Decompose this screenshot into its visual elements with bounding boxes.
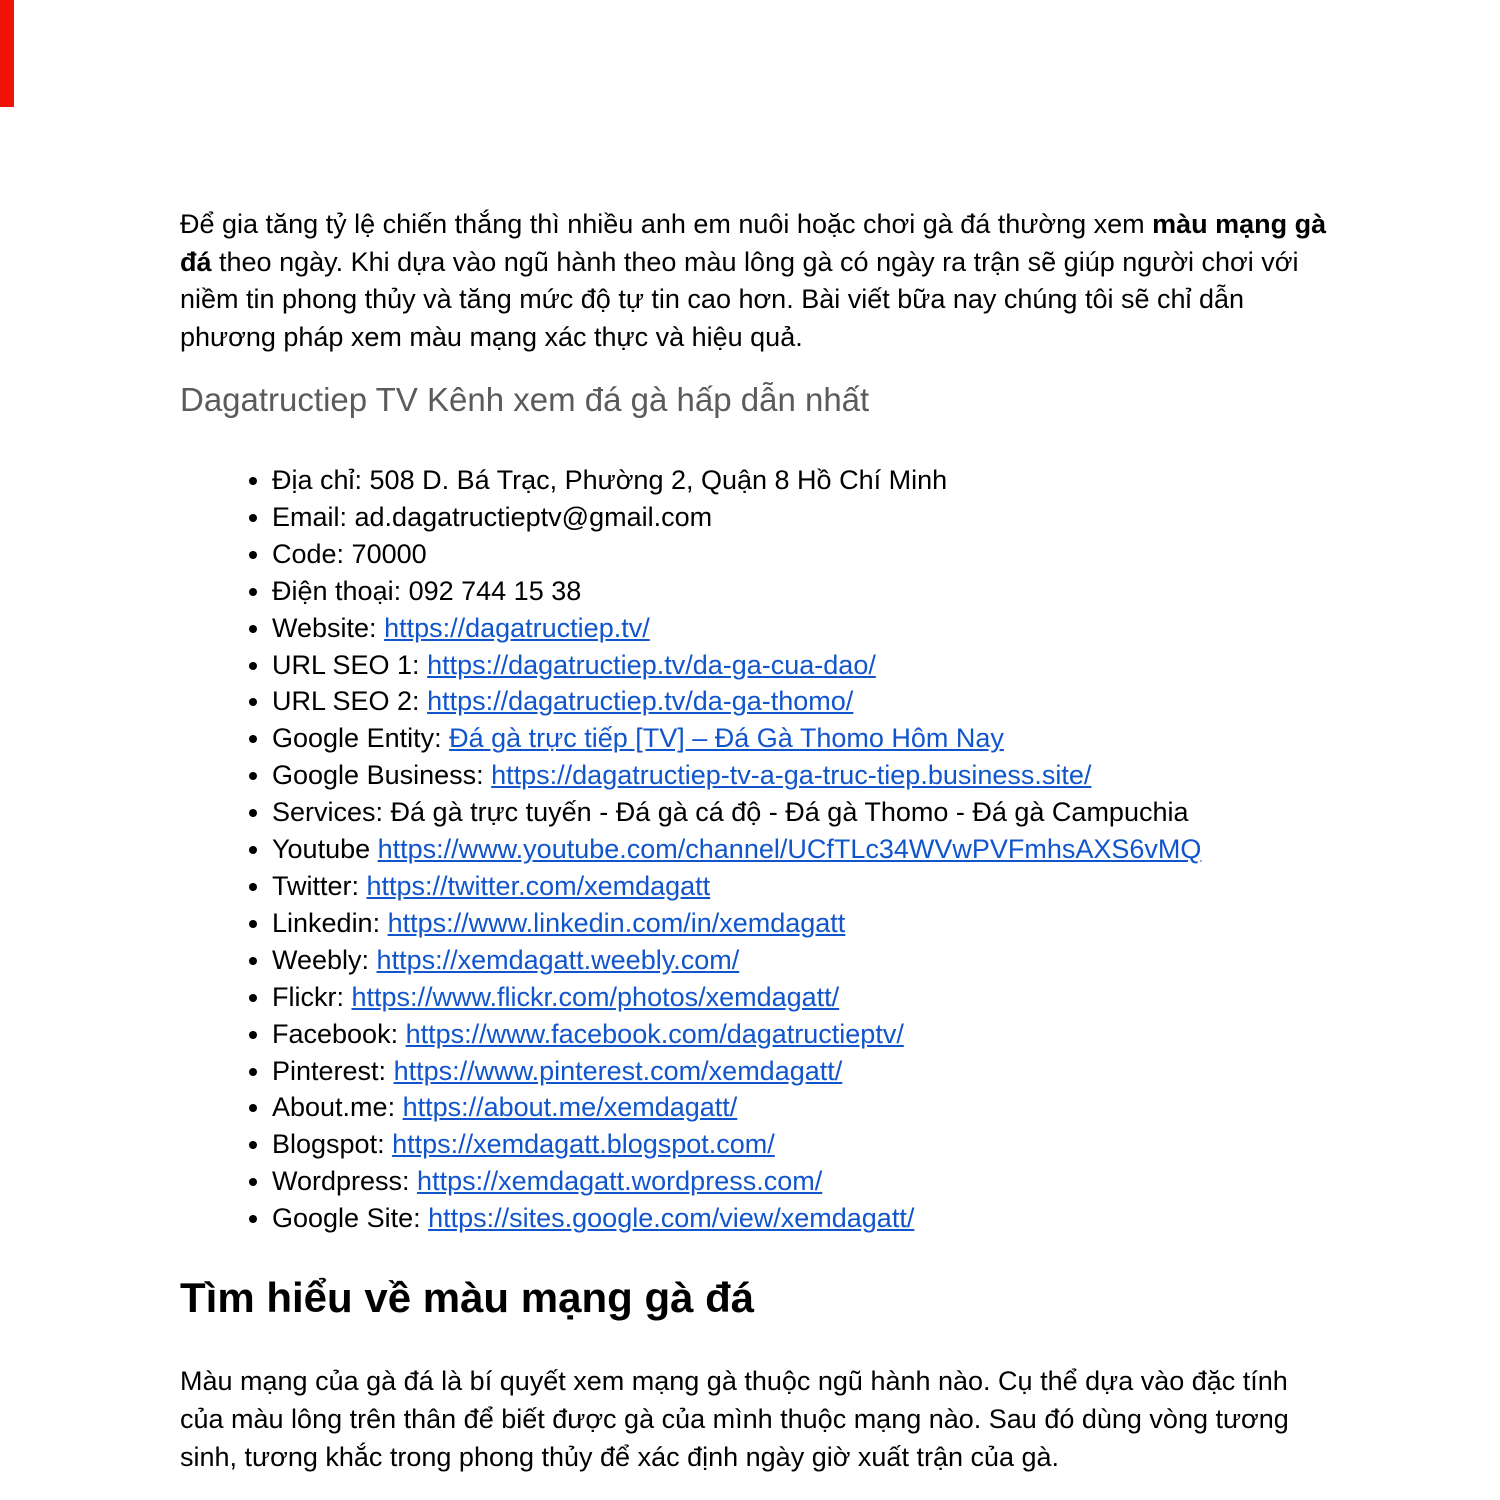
list-item-label: Flickr: <box>272 981 352 1012</box>
list-item <box>272 1089 1442 1126</box>
list-item <box>272 942 1442 979</box>
intro-text-bold: màu mạng gà đá <box>180 209 1327 277</box>
list-item-label: Website: <box>272 612 385 643</box>
list-item-label: About.me: <box>272 1092 403 1123</box>
list-item <box>272 720 1442 757</box>
list-item-label: Google Entity: <box>272 723 450 754</box>
intro-paragraph <box>180 206 1332 357</box>
contact-link[interactable]: https://www.pinterest.com/xemdagatt/ <box>393 1055 843 1086</box>
contact-link[interactable]: https://www.flickr.com/photos/xemdagatt/ <box>351 981 840 1012</box>
list-item <box>272 610 1442 647</box>
list-item <box>272 462 1442 499</box>
contact-link[interactable]: https://dagatructiep.tv/ <box>384 612 650 643</box>
list-item <box>272 868 1442 905</box>
contact-link[interactable]: Đá gà trực tiếp [TV] – Đá Gà Thomo Hôm Nay <box>449 723 1004 754</box>
contact-link[interactable]: https://www.linkedin.com/in/xemdagatt <box>387 907 846 938</box>
contact-link[interactable]: https://sites.google.com/view/xemdagatt/ <box>428 1203 915 1234</box>
list-item <box>272 757 1442 794</box>
intro-text-post: theo ngày. Khi dựa vào ngũ hành theo màu lông gà có ngày ra trận sẽ giúp người chơi với niềm tin phong thủy và tăng mức độ tự tin cao hơn. Bài viết bữa nay chúng tôi sẽ chỉ dẫn phương pháp xem màu mạng xác thực và hiệu quả. <box>180 246 1299 353</box>
list-item-label: Wordpress: <box>272 1166 418 1197</box>
list-item <box>272 905 1442 942</box>
list-item-label: Youtube <box>272 834 378 865</box>
contact-link[interactable]: https://xemdagatt.blogspot.com/ <box>392 1129 775 1160</box>
contact-link[interactable]: https://www.facebook.com/dagatructieptv/ <box>405 1018 904 1049</box>
list-item-label: Địa chỉ: 508 D. Bá Trạc, Phường 2, Quận 8 Hồ Chí Minh <box>272 465 948 495</box>
contact-link[interactable]: https://dagatructiep-tv-a-ga-truc-tiep.business.site/ <box>491 760 1092 791</box>
contact-link[interactable]: https://xemdagatt.weebly.com/ <box>376 944 740 975</box>
list-item <box>272 1163 1442 1200</box>
list-item <box>272 979 1442 1016</box>
intro-text-pre: Để gia tăng tỷ lệ chiến thắng thì nhiều anh em nuôi hoặc chơi gà đá thường xem <box>180 209 1153 239</box>
list-item <box>272 647 1442 684</box>
section-heading: Dagatructiep TV Kênh xem đá gà hấp dẫn nhất <box>180 381 870 418</box>
list-item <box>272 573 1442 610</box>
list-item-label: Weebly: <box>272 944 377 975</box>
main-heading: Tìm hiểu về màu mạng gà đá <box>180 1274 755 1321</box>
list-item <box>272 536 1442 573</box>
contact-link[interactable]: https://www.youtube.com/channel/UCfTLc34WVwPVFmhsAXS6vMQ <box>377 834 1202 865</box>
list-item-label: Twitter: <box>272 870 367 901</box>
contact-link[interactable]: https://dagatructiep.tv/da-ga-cua-dao/ <box>427 649 876 680</box>
red-marker <box>0 0 14 107</box>
contact-link[interactable]: https://about.me/xemdagatt/ <box>402 1092 738 1123</box>
list-item-label: Email: ad.dagatructieptv@gmail.com <box>272 501 713 532</box>
contact-link[interactable]: https://twitter.com/xemdagatt <box>366 870 711 901</box>
list-item <box>272 499 1442 536</box>
list-item-label: URL SEO 2: <box>272 686 428 717</box>
list-item-label: Blogspot: <box>272 1129 393 1160</box>
list-item-label: Google Site: <box>272 1203 429 1234</box>
list-item <box>272 1016 1442 1053</box>
list-item <box>272 1200 1442 1237</box>
list-item-label: Linkedin: <box>272 907 388 938</box>
body-paragraph: Màu mạng của gà đá là bí quyết xem mạng gà thuộc ngũ hành nào. Cụ thể dựa vào đặc tính của màu lông trên thân để biết được gà của mình thuộc mạng nào. Sau đó dùng vòng tương sinh, tương khắc trong phong thủy để xác định ngày giờ xuất trận của gà. <box>180 1366 1289 1472</box>
list-item <box>272 683 1442 720</box>
list-item <box>272 831 1442 868</box>
list-item-label: Facebook: <box>272 1018 406 1049</box>
list-item-label: Services: Đá gà trực tuyến - Đá gà cá độ - Đá gà Thomo - Đá gà Campuchia <box>272 797 1189 828</box>
list-item <box>272 1126 1442 1163</box>
contact-list <box>180 462 1442 1237</box>
list-item-label: Pinterest: <box>272 1055 394 1086</box>
list-item <box>272 794 1442 831</box>
list-item-label: URL SEO 1: <box>272 649 428 680</box>
contact-link[interactable]: https://xemdagatt.wordpress.com/ <box>417 1166 823 1197</box>
list-item-label: Google Business: <box>272 760 492 791</box>
list-item-label: Code: 70000 <box>272 538 427 569</box>
list-item <box>272 1053 1442 1090</box>
contact-link[interactable]: https://dagatructiep.tv/da-ga-thomo/ <box>427 686 854 717</box>
list-item-label: Điện thoại: 092 744 15 38 <box>272 575 582 606</box>
